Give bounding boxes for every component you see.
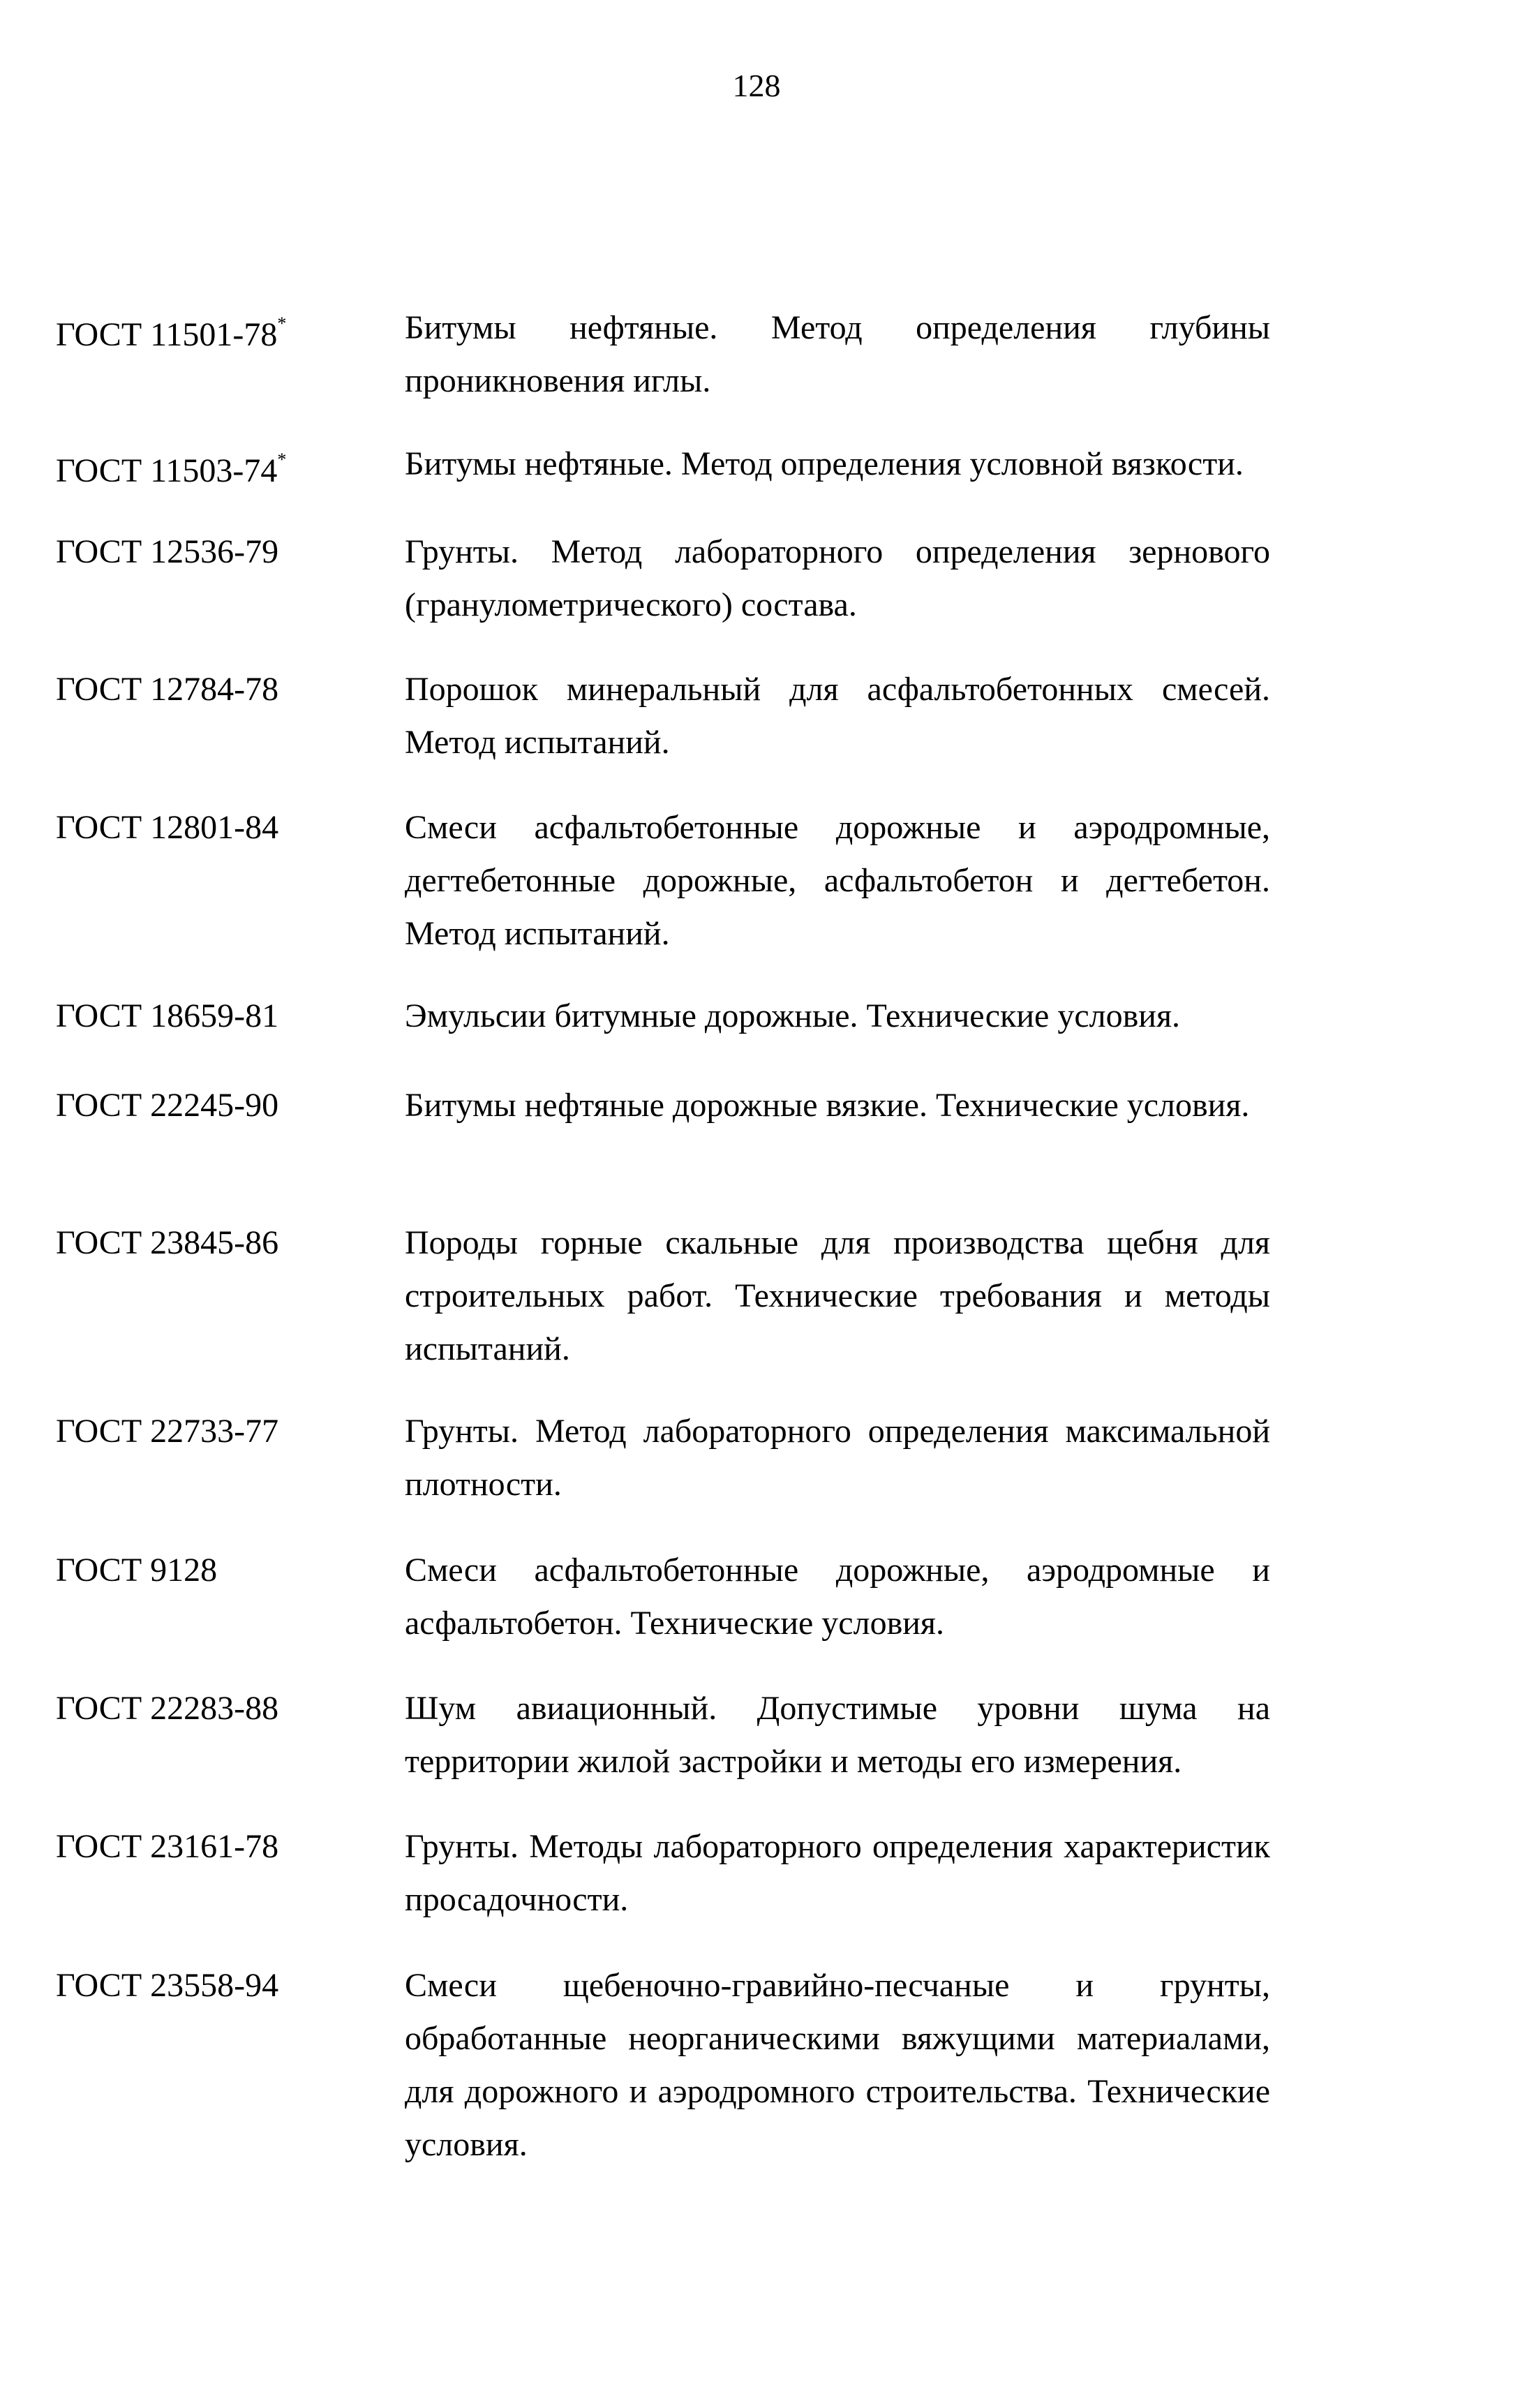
reference-mark: * [277,449,287,470]
reference-code: ГОСТ 12801-84 [56,809,279,846]
reference-code: ГОСТ 23161-78 [56,1828,279,1865]
reference-code: ГОСТ 23845-86 [56,1224,279,1261]
reference-title: Смеси щебеночно-гравийно-песчаные и грунты, обработанные неорганическими вяжущими материалами, для дорожного и аэродромного строительства. Технические условия. [405,1967,1270,2163]
reference-code: ГОСТ 12784-78 [56,671,279,708]
reference-title: Смеси асфальтобетонные дорожные и аэродромные, дегтебетонные дорожные, асфальтобетон и дегтебетон. Метод испытаний. [405,809,1270,952]
reference-title: Грунты. Метод лабораторного определения максимальной плотности. [405,1413,1270,1503]
reference-code: ГОСТ 11501-78 [56,316,278,353]
reference-code: ГОСТ 22733-77 [56,1413,279,1450]
reference-title: Битумы нефтяные дорожные вязкие. Технические условия. [405,1087,1250,1124]
reference-code: ГОСТ 23558-94 [56,1967,279,2004]
reference-code: ГОСТ 9128 [56,1552,218,1589]
reference-title: Смеси асфальтобетонные дорожные, аэродромные и асфальтобетон. Технические условия. [405,1552,1270,1642]
page-number: 128 [732,68,781,103]
reference-title: Грунты. Метод лабораторного определения зернового (гранулометрического) состава. [405,533,1270,623]
reference-title: Битумы нефтяные. Метод определения глубины проникновения иглы. [405,309,1270,399]
reference-code: ГОСТ 11503-74 [56,452,278,489]
reference-title: Эмульсии битумные дорожные. Технические условия. [405,997,1181,1034]
reference-mark: * [277,313,287,334]
reference-title: Шум авиационный. Допустимые уровни шума на территории жилой застройки и методы его измерения. [405,1690,1270,1780]
reference-title: Порошок минеральный для асфальтобетонных смесей. Метод испытаний. [405,671,1270,761]
reference-code: ГОСТ 18659-81 [56,997,279,1034]
reference-code: ГОСТ 12536-79 [56,533,279,570]
reference-code: ГОСТ 22245-90 [56,1087,279,1124]
reference-code: ГОСТ 22283-88 [56,1690,279,1727]
reference-title: Породы горные скальные для производства щебня для строительных работ. Технические требования и методы испытаний. [405,1224,1270,1367]
reference-title: Грунты. Методы лабораторного определения характеристик просадочности. [405,1828,1270,1918]
reference-title: Битумы нефтяные. Метод определения условной вязкости. [405,445,1244,482]
